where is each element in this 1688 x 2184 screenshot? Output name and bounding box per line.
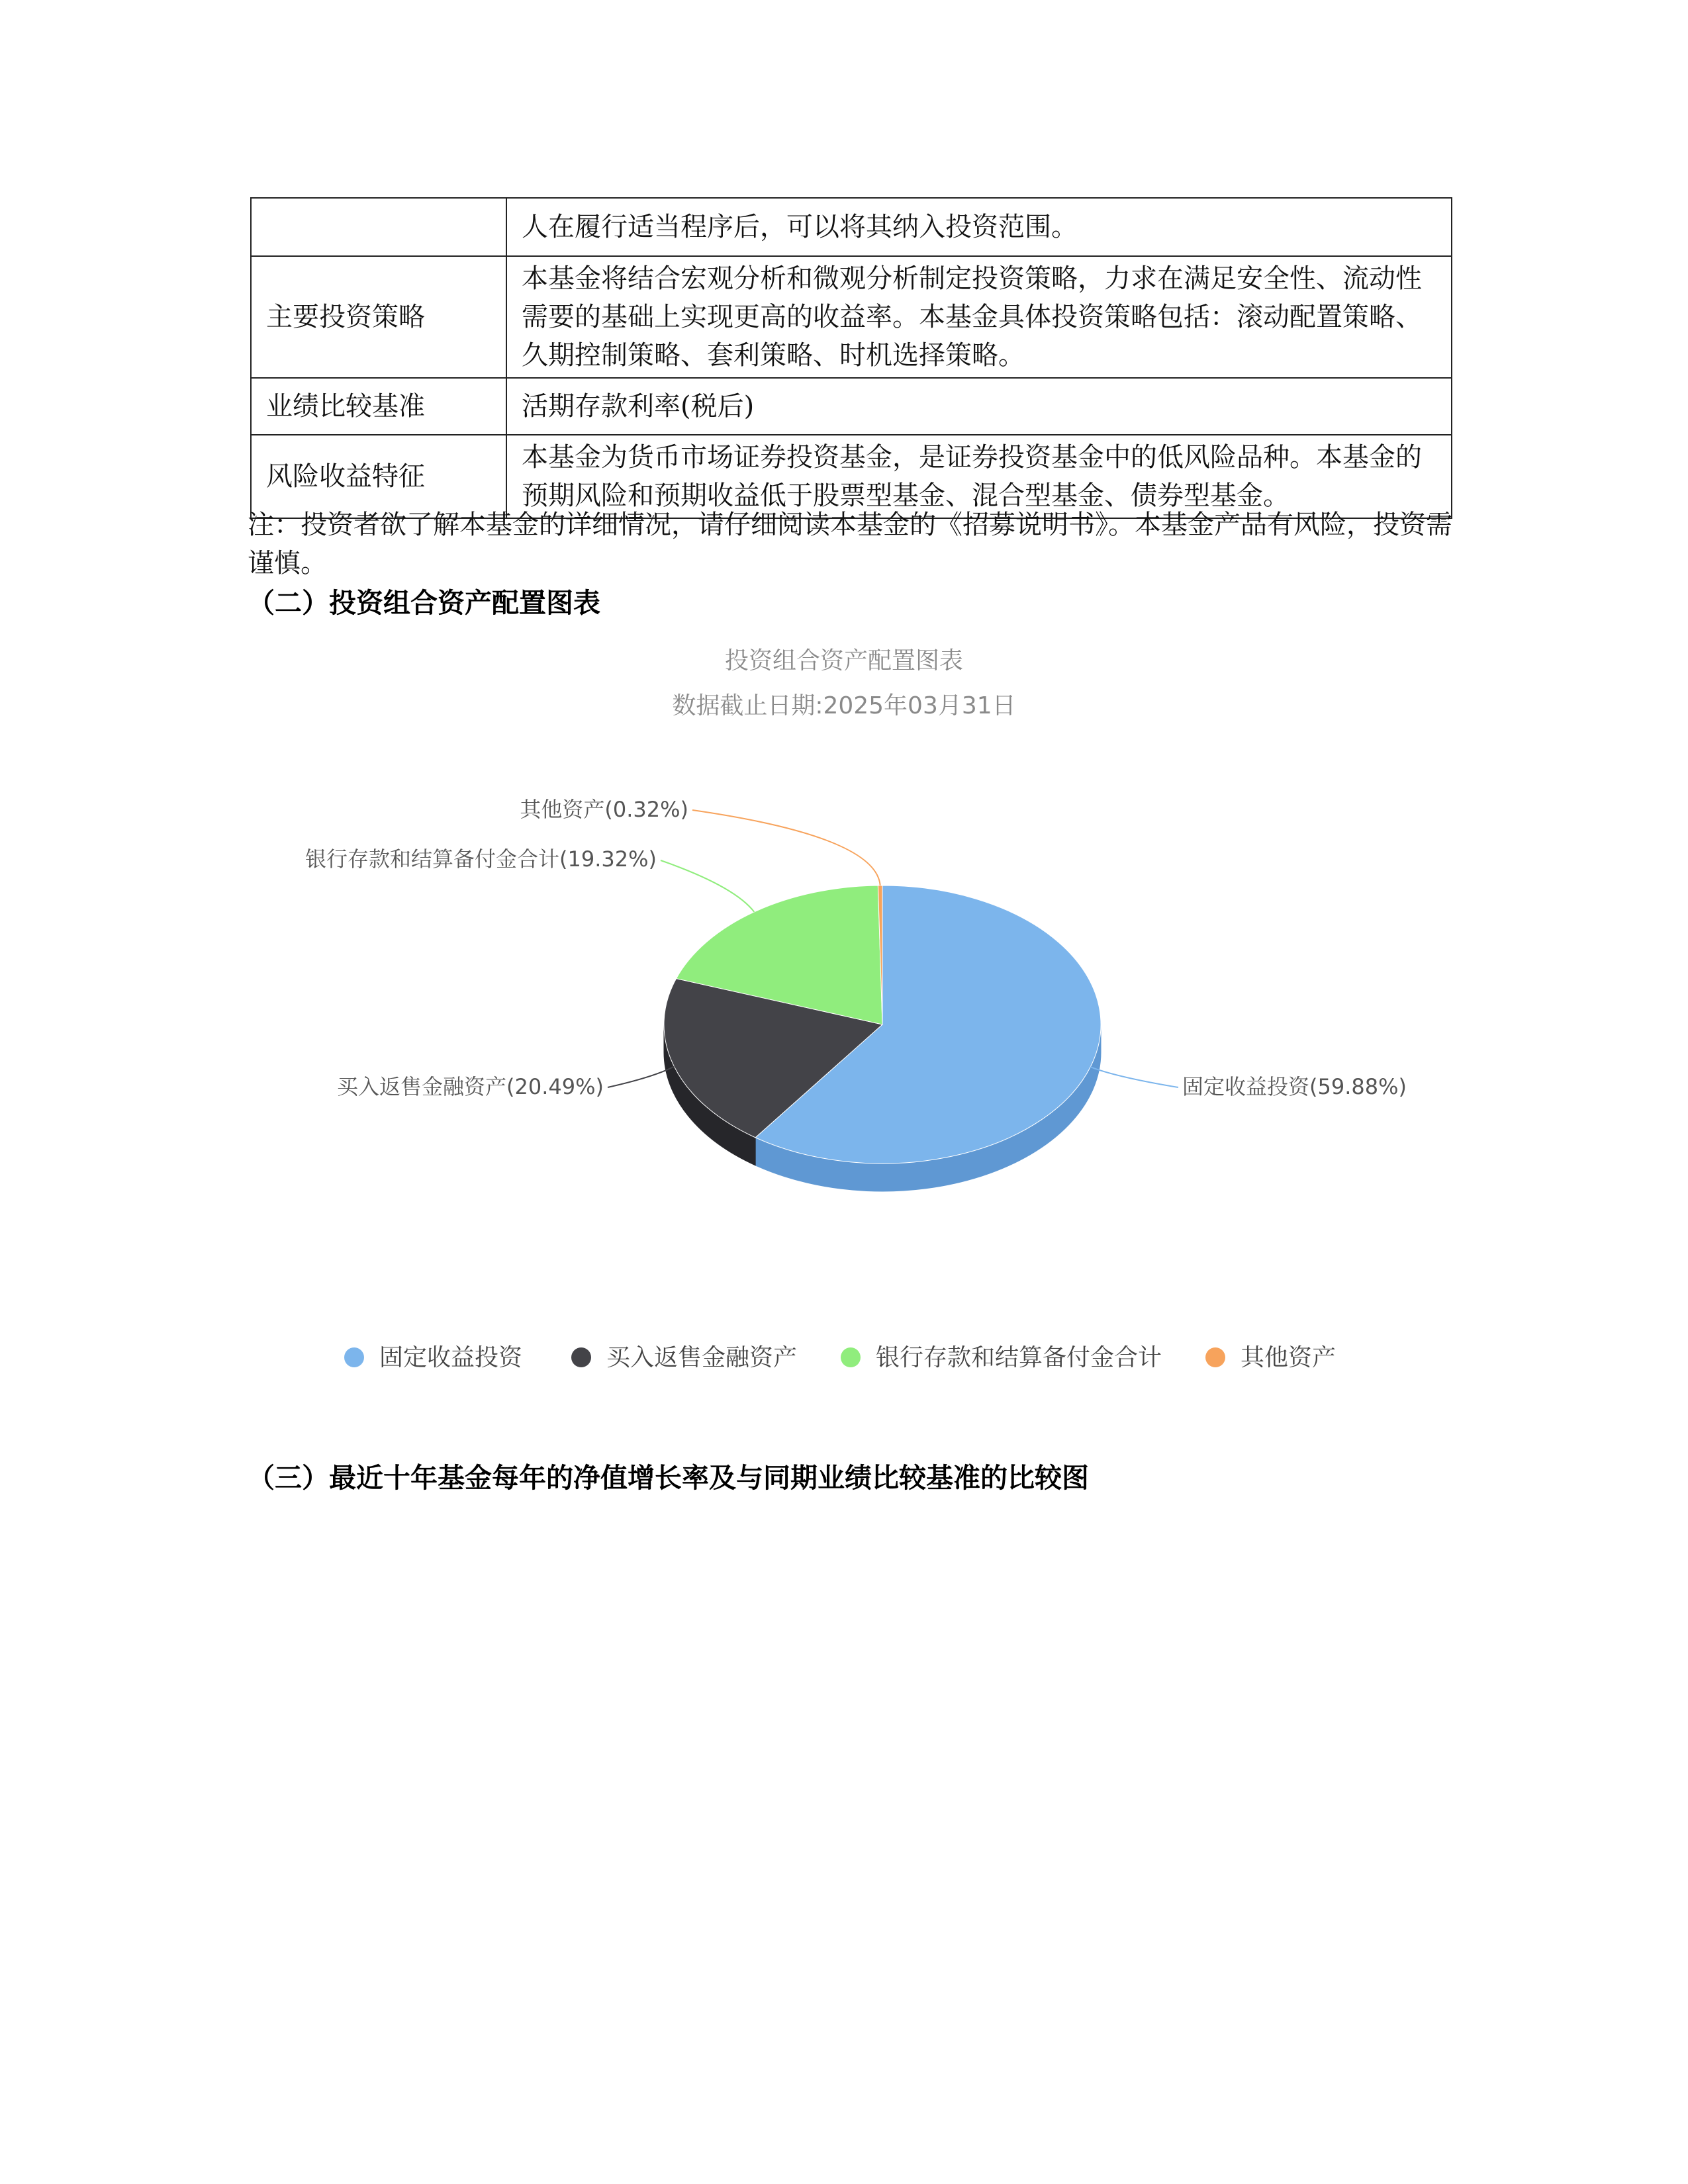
- legend-item-label[interactable]: 固定收益投资: [379, 1344, 523, 1371]
- chart-subtitle: 数据截止日期:2025年03月31日: [672, 692, 1016, 719]
- legend-item-label[interactable]: 买入返售金融资产: [606, 1344, 798, 1371]
- table-label-cell: 主要投资策略: [251, 256, 506, 378]
- pie-leader-line: [608, 1066, 674, 1087]
- pie-leader-line: [661, 860, 754, 912]
- section-heading-asset-allocation: （二）投资组合资产配置图表: [248, 587, 600, 619]
- disclaimer-note: 注：投资者欲了解本基金的详细情况，请仔细阅读本基金的《招募说明书》。本基金产品有风险，投资需谨慎。: [248, 510, 1452, 578]
- table-content-cell: 活期存款利率(税后): [506, 378, 1452, 435]
- pie-data-label: 银行存款和结算备付金合计(19.32%): [305, 846, 657, 872]
- table-content-cell: 人在履行适当程序后，可以将其纳入投资范围。: [506, 198, 1452, 256]
- pie-slices: [664, 886, 1101, 1163]
- legend-marker[interactable]: [344, 1347, 364, 1367]
- table-content-cell: 本基金将结合宏观分析和微观分析制定投资策略，力求在满足安全性、流动性需要的基础上实现更高的收益率。本基金具体投资策略包括：滚动配置策略、久期控制策略、套利策略、时机选择策略。: [506, 256, 1452, 378]
- table-label-cell: 风险收益特征: [251, 435, 506, 518]
- pie-leader-line: [1090, 1067, 1178, 1087]
- pie-data-label: 其他资产(0.32%): [520, 797, 688, 822]
- legend-marker[interactable]: [841, 1347, 861, 1367]
- section-heading-nav-growth: （三）最近十年基金每年的净值增长率及与同期业绩比较基准的比较图: [248, 1462, 1089, 1494]
- legend-marker[interactable]: [1205, 1347, 1225, 1367]
- pie-data-label: 买入返售金融资产(20.49%): [337, 1074, 604, 1099]
- table-content-cell: 本基金为货币市场证券投资基金，是证券投资基金中的低风险品种。本基金的预期风险和预期收益低于股票型基金、混合型基金、债券型基金。: [506, 435, 1452, 518]
- pie-leader-line: [692, 810, 880, 886]
- chart-legend: [344, 1344, 1336, 1371]
- legend-item-label[interactable]: 其他资产: [1241, 1344, 1336, 1371]
- table-label-cell: 业绩比较基准: [251, 378, 506, 435]
- legend-item-label[interactable]: 银行存款和结算备付金合计: [876, 1344, 1162, 1371]
- chart-title: 投资组合资产配置图表: [724, 647, 964, 674]
- pie-data-label: 固定收益投资(59.88%): [1182, 1074, 1407, 1099]
- legend-marker[interactable]: [571, 1347, 591, 1367]
